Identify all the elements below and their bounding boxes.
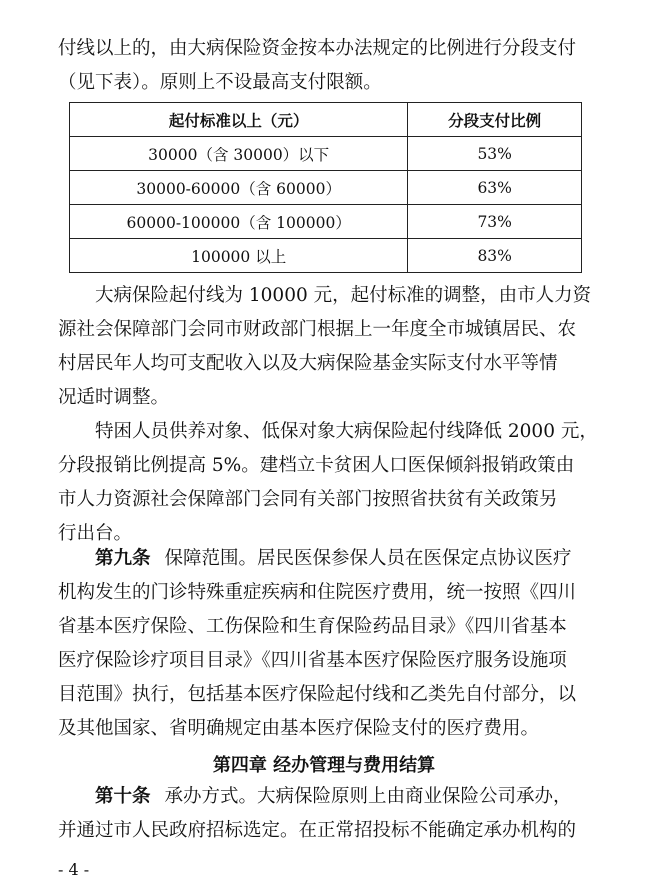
text-line: 行出台。 xyxy=(58,523,133,544)
table-row xyxy=(70,171,582,205)
table-header-row xyxy=(70,103,582,137)
text-line: 付线以上的，由大病保险资金按本办法规定的比例进行分段支付 xyxy=(58,38,577,59)
text-line: 源社会保障部门会同市财政部门根据上一年度全市城镇居民、农 xyxy=(58,319,577,340)
text-line: 及其他国家、省明确规定由基本医疗保险支付的医疗费用。 xyxy=(58,718,540,739)
payment-ratio-table xyxy=(69,102,582,273)
text-line: 目范围》执行，包括基本医疗保险起付线和乙类先自付部分，以 xyxy=(58,684,577,705)
article-9-first-line xyxy=(95,547,572,571)
article-10-title-text: 承办方式。大病保险原则上由商业保险公司承办， xyxy=(164,786,572,807)
text-line: 医疗保险诊疗项目目录》《四川省基本医疗保险医疗服务设施项 xyxy=(58,650,567,671)
text-line: 况适时调整。 xyxy=(58,387,170,408)
table-cell-ratio: 83% xyxy=(408,239,582,273)
text-line: 省基本医疗保险、工伤保险和生育保险药品目录》《四川省基本 xyxy=(58,616,567,637)
article-10-label: 第十条 xyxy=(95,786,151,807)
table-cell-ratio: 73% xyxy=(408,205,582,239)
text-line: 并通过市人民政府招标选定。在正常招投标不能确定承办机构的 xyxy=(58,820,577,841)
text-line: 机构发生的门诊特殊重症疾病和住院医疗费用，统一按照《四川 xyxy=(58,582,577,603)
text-line: 村居民年人均可支配收入以及大病保险基金实际支付水平等情 xyxy=(58,353,558,374)
text-line: 特困人员供养对象、低保对象大病保险起付线降低 2000 元， xyxy=(95,421,598,442)
article-9-label: 第九条 xyxy=(95,548,151,569)
column-header-threshold: 起付标准以上（元） xyxy=(70,103,408,137)
column-header-ratio: 分段支付比例 xyxy=(408,103,582,137)
table-cell-threshold: 30000（含 30000）以下 xyxy=(70,137,408,171)
text-line: 市人力资源社会保障部门会同有关部门按照省扶贫有关政策另 xyxy=(58,489,558,510)
text-line: （见下表）。原则上不设最高支付限额。 xyxy=(58,72,382,93)
text-line: 分段报销比例提高 5%。建档立卡贫困人口医保倾斜报销政策由 xyxy=(58,455,575,476)
table-row xyxy=(70,137,582,171)
table-cell-threshold: 60000-100000（含 100000） xyxy=(70,205,408,239)
table-cell-threshold: 100000 以上 xyxy=(70,239,408,273)
text-line: 大病保险起付线为 10000 元，起付标准的调整，由市人力资 xyxy=(95,285,592,306)
table-cell-ratio: 63% xyxy=(408,171,582,205)
table-row xyxy=(70,205,582,239)
table-cell-threshold: 30000-60000（含 60000） xyxy=(70,171,408,205)
table-row xyxy=(70,239,582,273)
table-cell-ratio: 53% xyxy=(408,137,582,171)
page-number: - 4 - xyxy=(58,860,90,879)
article-9-title-text: 保障范围。居民医保参保人员在医保定点协议医疗 xyxy=(164,548,572,569)
chapter-heading: 第四章 经办管理与费用结算 xyxy=(212,755,436,776)
article-10-first-line xyxy=(95,785,572,809)
